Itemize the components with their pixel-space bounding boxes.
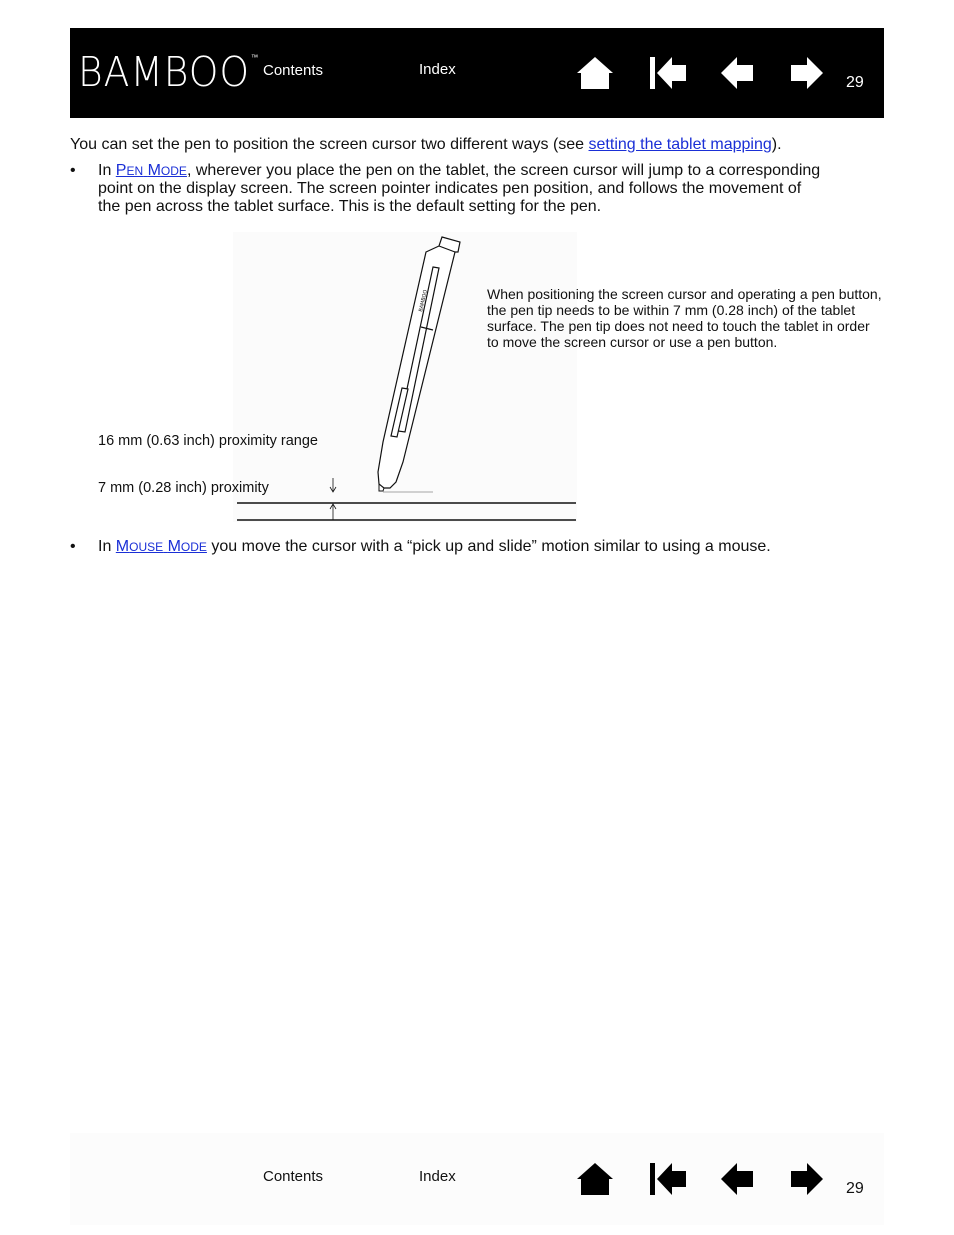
pen-proximity-figure bbox=[233, 232, 577, 522]
previous-page-icon[interactable] bbox=[718, 1161, 758, 1197]
next-page-icon[interactable] bbox=[786, 1161, 826, 1197]
first-page-icon[interactable] bbox=[648, 1161, 688, 1197]
previous-page-icon[interactable] bbox=[718, 55, 758, 91]
header-bar bbox=[70, 28, 884, 118]
contents-link[interactable]: Contents bbox=[263, 62, 324, 79]
footer-bar bbox=[70, 1133, 884, 1225]
pen-brand-text: BAMBOO bbox=[418, 289, 429, 313]
home-icon[interactable] bbox=[575, 55, 615, 91]
proximity-range-label: 16 mm (0.63 inch) proximity range bbox=[98, 433, 318, 449]
pen-illustration bbox=[233, 232, 577, 522]
next-page-icon[interactable] bbox=[786, 55, 826, 91]
intro-paragraph: You can set the pen to position the screen cursor two different ways (see setting the tablet mapping). bbox=[70, 136, 782, 153]
pen-mode-link[interactable]: PEN MODE bbox=[115, 162, 187, 179]
footer-contents-link[interactable]: Contents bbox=[263, 1168, 324, 1185]
page-number: 29 bbox=[846, 74, 864, 91]
home-icon[interactable] bbox=[575, 1161, 615, 1197]
bullet: • bbox=[70, 538, 76, 555]
bullet: • bbox=[70, 162, 76, 179]
footer-index-link[interactable]: Index bbox=[419, 1168, 456, 1185]
mouse-mode-link[interactable]: MOUSE MODE bbox=[115, 538, 207, 555]
bamboo-logo: BAMBOO™ bbox=[78, 48, 260, 96]
figure-caption: When positioning the screen cursor and operating a pen button, the pen tip needs to be within 7 mm (0.28 inch) of the tablet surface. The pen tip does not need to touch the tablet in order to move the screen cursor or use a pen button. bbox=[487, 286, 882, 350]
tablet-mapping-link[interactable]: setting the tablet mapping bbox=[588, 136, 772, 153]
first-page-icon[interactable] bbox=[648, 55, 688, 91]
proximity-label: 7 mm (0.28 inch) proximity bbox=[98, 480, 269, 496]
index-link[interactable]: Index bbox=[419, 61, 456, 78]
footer-page-number: 29 bbox=[846, 1180, 864, 1197]
